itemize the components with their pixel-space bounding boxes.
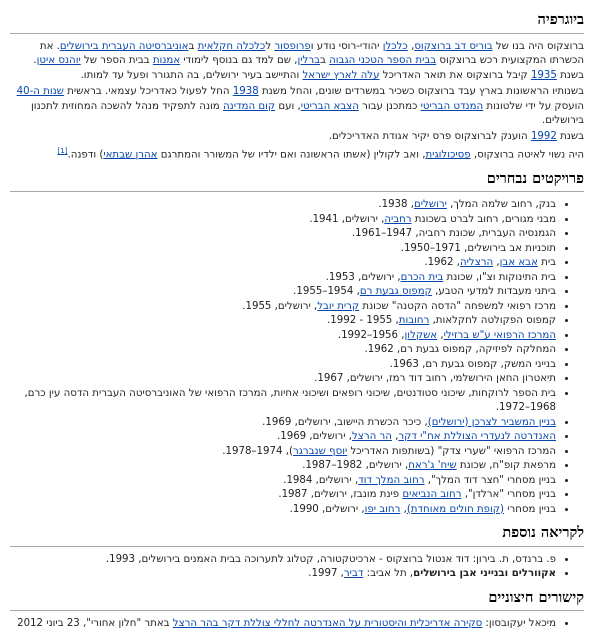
- project-item: [10, 343, 556, 357]
- wiki-link[interactable]: אבא אבן: [499, 257, 538, 269]
- wiki-link[interactable]: קמפוס גבעת רם: [359, 286, 432, 298]
- reading-item: [10, 553, 556, 567]
- text-run: , 1954–1955.: [293, 286, 360, 298]
- text-run: הוענק לברוצקוס פרס יקיר אגודת האדריכלים.: [328, 131, 531, 143]
- text-run: קמפוס הפקולטה לחקלאות,: [429, 315, 556, 327]
- text-run: , ועם: [275, 100, 301, 112]
- text-run: בבית הספר של: [80, 55, 153, 67]
- project-item: [10, 358, 556, 372]
- wiki-link[interactable]: כלכלה חקלאית: [197, 40, 266, 52]
- wiki-link[interactable]: קום המדינה: [222, 100, 276, 112]
- text-run: תוכניות אב בירושלים, 1971–1950.: [400, 242, 556, 254]
- project-item: [10, 430, 556, 444]
- text-run: , 1962.: [424, 257, 460, 269]
- biography-heading: ביוגרפיה: [10, 10, 584, 34]
- text-run: , 1997.: [308, 568, 344, 580]
- project-item: [10, 445, 556, 459]
- text-run: בניין מסחרי "ארלדן",: [461, 489, 556, 501]
- text-run: המרכז הרפואי "שערי צדק" (בשותפות האדריכל: [347, 445, 556, 457]
- text-run: ב: [188, 40, 198, 52]
- footnote-ref: [58, 147, 68, 155]
- text-run: והתיישב בעיר ירושלים, בה התגורר ופעל עד למותו.: [80, 69, 303, 81]
- wiki-link[interactable]: 1938: [232, 86, 259, 98]
- wiki-link[interactable]: קרית יובל: [317, 300, 360, 312]
- wiki-link[interactable]: רחוב יפו: [364, 503, 401, 515]
- text-run: החל לפעול כאדריכל עצמאי. בראשית: [63, 86, 233, 98]
- wiki-link[interactable]: כלכלן: [382, 40, 408, 52]
- wiki-link[interactable]: שיח' ג'ראח: [408, 460, 457, 472]
- text-run: באתר "חלון אחורי", 23 ביוני 2012: [17, 618, 173, 630]
- external-links-list: [10, 617, 584, 631]
- wiki-link[interactable]: שנות ה-40: [16, 86, 64, 98]
- text-run: בשנותיו הראשונות בארץ עבד ברוצקוס כשכיר במשרדים שונים, והחל משנת: [258, 86, 584, 98]
- text-run: , ירושלים, 1953.: [325, 271, 401, 283]
- bio-paragraph: [10, 147, 584, 163]
- text-run: ,: [407, 40, 415, 52]
- project-item: [10, 387, 556, 416]
- bio-paragraph: [10, 40, 584, 83]
- text-run: הועסק על ידי שלטונות: [483, 100, 584, 112]
- wiki-link[interactable]: דביר: [343, 568, 364, 580]
- wiki-link[interactable]: אמנות: [152, 55, 181, 67]
- text-run: מרכז רפואי למשפחה "הדסה הקטנה" שכונת: [359, 300, 556, 312]
- wiki-link[interactable]: רחוב המלך דוד: [358, 474, 425, 486]
- wiki-link[interactable]: בניין המשביר לצרכן (ירושלים): [427, 416, 556, 428]
- text-run: , ירושלים, 1982–1987.: [302, 460, 409, 472]
- text-run: . את הכשרתו המקצועית רכש ברוצקוס: [39, 40, 584, 67]
- external-links-section: [10, 588, 584, 632]
- wiki-link[interactable]: בית הכרם: [400, 271, 444, 283]
- text-run: ביתני מעבדות למדעי הטבע,: [431, 286, 556, 298]
- wiki-link[interactable]: ירושלים: [414, 199, 447, 211]
- text-run: המחלקה לפיזיקה, קמפוס גבעת רם, 1962.: [364, 344, 556, 356]
- text-run: יהודי-רוסי נודע ו: [310, 40, 383, 52]
- text-run: בנייני המשק, קמפוס גבעת רם, 1963.: [389, 358, 556, 370]
- text-run: תיאטרון החאן הירושלמי, רחוב דוד רמז, ירושלים, 1967.: [314, 373, 556, 385]
- bio-body: [10, 40, 584, 163]
- wiki-link[interactable]: אהרן שבתאי: [103, 149, 158, 161]
- external-link-item: [10, 617, 556, 631]
- wiki-link[interactable]: אשקלון: [404, 329, 438, 341]
- wiki-link[interactable]: (קופת חולים מאוחדת): [406, 503, 504, 515]
- projects-section: [10, 169, 584, 517]
- wiki-link[interactable]: עלה לארץ ישראל: [302, 69, 380, 81]
- text-run: , תל אביב:: [363, 568, 414, 580]
- text-run: מיכאל יעקובסון:: [482, 618, 556, 630]
- text-run: בית: [537, 257, 556, 269]
- wiki-link[interactable]: רחוב הנביאים: [402, 489, 462, 501]
- wiki-link[interactable]: הצבא הבריטי: [300, 100, 359, 112]
- text-run: , ירושלים, 1990.: [289, 503, 365, 515]
- text-run: מבני מגורים, רחוב לברט בשכונת: [411, 213, 556, 225]
- project-item: [10, 227, 556, 241]
- project-item: [10, 372, 556, 386]
- text-run: ), 1974–1978.: [222, 445, 293, 457]
- wiki-link[interactable]: פסיכולוגית: [425, 149, 471, 161]
- text-run: פ. ברנדס, ת. בירון: דוד אנטול ברוצקוס - ארכיטקטורה, קטלוג לתערוכה בבית האמנים בירושלים, 1993.: [105, 553, 556, 565]
- further-reading-section: [10, 523, 584, 582]
- text-run: ,: [391, 431, 399, 443]
- wiki-link[interactable]: סקירה אדריכלית והיסטורית על האנדרטה לחללי צוללת דקר בהר הרצל: [172, 618, 483, 630]
- text-run: בנק, רחוב שלמה המלך,: [446, 199, 556, 211]
- wiki-link[interactable]: האנדרטה לנעדרי הצוללת אח"י דקר: [398, 431, 556, 443]
- wiki-link[interactable]: ברלין: [297, 55, 320, 67]
- project-item: [10, 198, 556, 212]
- project-item: [10, 300, 556, 314]
- text-run: . בשנת: [33, 55, 584, 81]
- bio-paragraph: [10, 130, 584, 144]
- further-reading-heading: לקריאה נוספת: [10, 523, 584, 547]
- wiki-link[interactable]: יוהנס איטן: [36, 55, 81, 67]
- text-run: מונה לתפקיד מנהל להשכה המחוזית לתכנון בירושלים.: [31, 100, 584, 126]
- biography-section: [10, 10, 584, 163]
- text-run: כמתכנן עבור: [358, 100, 421, 112]
- text-run: בניין מסחרי: [504, 503, 556, 515]
- external-links-heading: קישורים חיצוניים: [10, 588, 584, 612]
- text-run: ל: [265, 40, 275, 52]
- text-run: ,: [400, 503, 407, 515]
- wiki-link[interactable]: המנדט הבריטי: [420, 100, 484, 112]
- projects-heading: פרויקטים נבחרים: [10, 169, 584, 193]
- text-run: בית התינוקות וצ"ו, שכונת: [443, 271, 556, 283]
- project-item: [10, 314, 556, 328]
- text-run: פינת מונבז, ירושלים, 1987.: [278, 489, 403, 501]
- text-run: ברוצקוס היה בנו של: [492, 40, 584, 52]
- text-run: בשנת: [556, 131, 584, 143]
- wiki-link[interactable]: 1992: [530, 131, 557, 143]
- text-run: , שם למד גם בנוסף לימודי: [180, 55, 298, 67]
- text-run: בית הספר לרוקחות, שיכוני סטודנטים, שיכוני רופאים ושיכוני אחיות, המרכז הרפואי של האוניברסיטה העברית הדסה עין כרם, 1968–1972.: [24, 387, 556, 414]
- project-item: [10, 329, 556, 343]
- text-run: בניין מסחרי "חצר דוד המלך",: [424, 474, 556, 486]
- text-run: מרפאת קופ"ח, שכונת: [456, 460, 556, 472]
- project-item: [10, 271, 556, 285]
- wiki-link[interactable]: הר הרצל: [351, 431, 392, 443]
- text-run: , ואב לקולין (אשתו הראשונה ואם ילדיו של המשורר והמתרגם: [157, 149, 426, 161]
- text-run: , כיכר הכשרת היישוב, ירושלים, 1969.: [262, 416, 428, 428]
- projects-list: [10, 198, 584, 517]
- wiki-link[interactable]: בוריס דב ברוצקוס: [414, 40, 493, 52]
- text-run: ) ודפנה.: [67, 149, 104, 161]
- project-item: [10, 503, 556, 517]
- text-run: היה נשוי לאיטה ברוצקוס,: [470, 149, 584, 161]
- footnote-link[interactable]: [1]: [57, 146, 68, 155]
- wiki-link[interactable]: יוסף שנברגר: [292, 445, 348, 457]
- project-item: [10, 459, 556, 473]
- further-reading-list: [10, 553, 584, 582]
- project-item: [10, 242, 556, 256]
- project-item: [10, 285, 556, 299]
- text-run: , 1956–1992.: [337, 329, 405, 341]
- wiki-link[interactable]: פרופסור: [274, 40, 311, 52]
- bio-paragraph: [10, 85, 584, 128]
- text-run: , ירושלים, 1969.: [276, 431, 352, 443]
- text-run: , 1938.: [378, 199, 415, 211]
- wiki-link[interactable]: רחובות: [398, 315, 430, 327]
- text-run: ב: [319, 55, 330, 67]
- text-run: , ירושלים, 1984.: [283, 474, 359, 486]
- wiki-link[interactable]: הרצליה: [459, 257, 494, 269]
- project-item: [10, 416, 556, 430]
- wiki-link[interactable]: המרכז הרפואי ע"ש ברזילי: [443, 329, 556, 341]
- project-item: [10, 213, 556, 227]
- text-run: ,: [493, 257, 500, 269]
- bold-text: אקוורלים ובנייני אבן בירושלים: [413, 568, 556, 580]
- text-run: , ירושלים, 1941.: [309, 213, 385, 225]
- text-run: , ירושלים, 1955.: [242, 300, 318, 312]
- text-run: הגמנסיה העברית, שכונת רחביה, 1947–1961.: [351, 228, 556, 240]
- project-item: [10, 474, 556, 488]
- wiki-link[interactable]: בבית הספר הטכני הגבוה: [329, 55, 437, 67]
- reading-item: [10, 567, 556, 581]
- project-item: [10, 256, 556, 270]
- wiki-link[interactable]: 1935: [530, 69, 557, 81]
- project-item: [10, 488, 556, 502]
- text-run: ,: [437, 329, 444, 341]
- wiki-link[interactable]: אוניברסיטה העברית בירושלים: [59, 40, 189, 52]
- text-run: , 1955 - 1992.: [327, 315, 399, 327]
- text-run: קיבל ברוצקוס את תואר האדריכל: [379, 69, 531, 81]
- wiki-link[interactable]: רחביה: [384, 213, 412, 225]
